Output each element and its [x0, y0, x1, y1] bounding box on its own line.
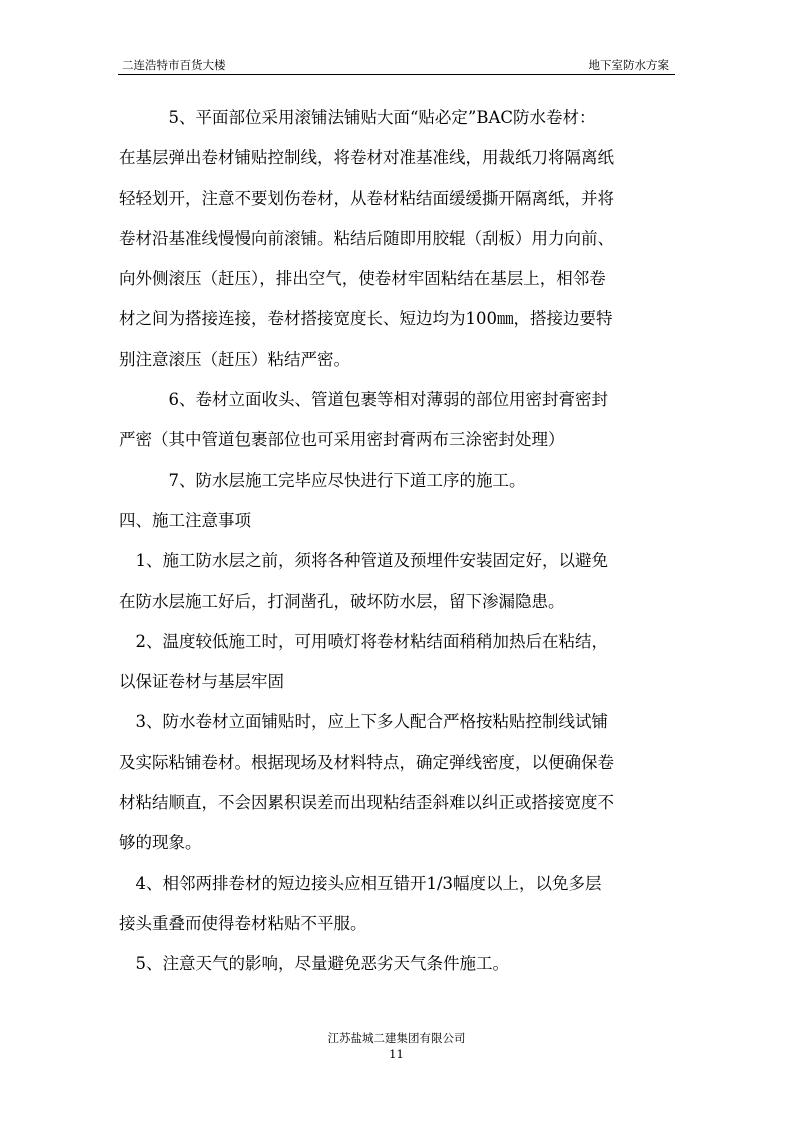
- paragraph-line: 5、平面部位采用滚铺法铺贴大面“贴必定”BAC防水卷材：: [119, 108, 596, 127]
- footer-page-number: 11: [389, 1047, 404, 1061]
- paragraph-line: 轻轻划开，注意不要划伤卷材，从卷材粘结面缓缓撕开隔离纸，并将: [119, 188, 614, 208]
- page-footer: [0, 1030, 793, 1062]
- paragraph-line: 在基层弹出卷材铺贴控制线，将卷材对准基准线，用裁纸刀将隔离纸: [119, 148, 614, 168]
- paragraph-line: 接头重叠而使得卷材粘贴不平服。: [119, 913, 367, 933]
- paragraph-line: 别注意滚压（赶压）粘结严密。: [119, 349, 350, 369]
- paragraph-line: 以保证卷材与基层牢固: [119, 672, 284, 692]
- paragraph-line: 够的现象。: [119, 833, 202, 853]
- paragraph-line: 6、卷材立面收头、管道包裹等相对薄弱的部位用密封膏密封: [119, 390, 608, 410]
- paragraph-line: 7、防水层施工完毕应尽快进行下道工序的施工。: [119, 470, 526, 490]
- paragraph-line: 5、注意天气的影响，尽量避免恶劣天气条件施工。: [119, 954, 509, 974]
- paragraph-line: 向外侧滚压（赶压），排出空气，使卷材牢固粘结在基层上，相邻卷: [119, 269, 606, 289]
- document-body: [119, 98, 675, 985]
- header-document-title: 地下室防水方案: [588, 58, 669, 72]
- paragraph-line: 4、相邻两排卷材的短边接头应相互错开1/3幅度以上，以免多层: [119, 873, 602, 893]
- footer-company-name: 江苏盐城二建集团有限公司: [327, 1031, 466, 1045]
- section-heading: 四、施工注意事项: [119, 510, 251, 530]
- paragraph-line: 1、施工防水层之前，须将各种管道及预埋件安装固定好，以避免: [119, 551, 608, 571]
- paragraph-line: 在防水层施工好后，打洞凿孔，破坏防水层，留下渗漏隐患。: [119, 591, 565, 611]
- paragraph-line: 卷材沿基准线慢慢向前滚铺。粘结后随即用胶辊（刮板）用力向前、: [119, 228, 614, 248]
- paragraph-line: 材粘结顺直，不会因累积误差而出现粘结歪斜难以纠正或搭接宽度不: [119, 793, 614, 813]
- paragraph-line: 3、防水卷材立面铺贴时，应上下多人配合严格按粘贴控制线试铺: [119, 712, 608, 732]
- paragraph-line: 2、温度较低施工时，可用喷灯将卷材粘结面稍稍加热后在粘结，: [119, 631, 608, 651]
- paragraph-line: 及实际粘铺卷材。根据现场及材料特点，确定弹线密度，以便确保卷: [119, 752, 614, 772]
- paragraph-line: 严密（其中管道包裹部位也可采用密封膏两布三涂密封处理）: [119, 430, 565, 450]
- page-header: [118, 54, 675, 75]
- paragraph-line: 材之间为搭接连接，卷材搭接宽度长、短边均为100㎜，搭接边要特: [119, 309, 613, 329]
- header-project-name: 二连浩特市百货大楼: [122, 58, 226, 72]
